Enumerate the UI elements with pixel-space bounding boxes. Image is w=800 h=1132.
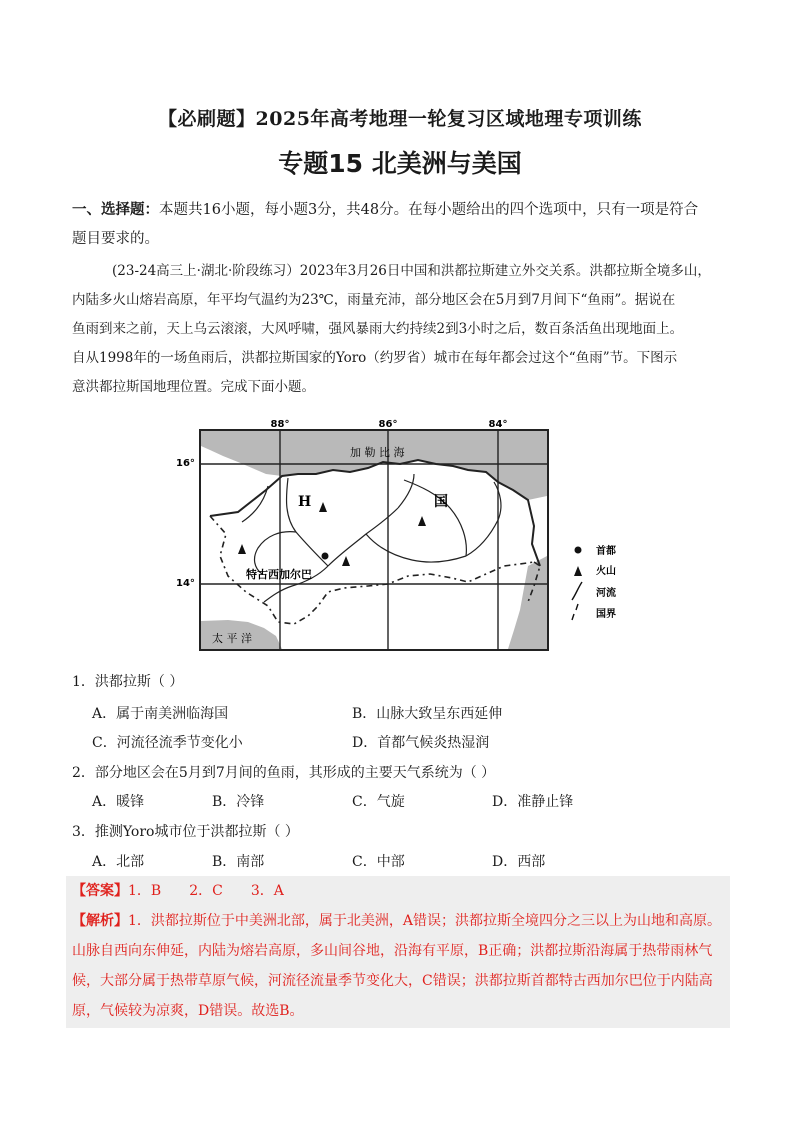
legend-river-label: 河流 xyxy=(596,588,616,599)
analysis-line-3: 候，大部分属于热带草原气候，河流径流量季节变化大，C错误；洪都拉斯首都特古西加尔巴位于内陆高 xyxy=(72,973,713,989)
analysis-text-1: 1．洪都拉斯位于中美洲北部，属于北美洲，A错误；洪都拉斯全境四分之三以上为山地和高原。 xyxy=(128,913,722,929)
intro-line-4: 自从1998年的一场鱼雨后，洪都拉斯国家的Yoro（约罗省）城市在每年都会过这个“鱼雨”节。下图示 xyxy=(72,350,678,366)
capital-label: 特古西加尔巴 xyxy=(246,568,312,581)
intro-passage xyxy=(72,257,732,402)
q1-option-b[interactable]: B．山脉大致呈东西延伸 xyxy=(352,706,503,722)
country-letter-guo: 国 xyxy=(434,494,448,510)
lon-label-84: 84° xyxy=(488,419,508,430)
capital-dot-icon xyxy=(322,553,329,560)
q1-option-c[interactable]: C．河流径流季节变化小 xyxy=(92,735,243,751)
legend-river-icon xyxy=(572,582,582,600)
analysis-tag: 【解析】 xyxy=(72,913,128,929)
paper-header-title: 【必刷题】2025年高考地理一轮复习区域地理专项训练 xyxy=(158,108,642,130)
intro-line-3: 鱼雨到来之前，天上乌云滚滚，大风呼啸，强风暴雨大约持续2到3小时之后，数百条活鱼出现地面上。 xyxy=(72,321,684,337)
q1-option-a[interactable]: A．属于南美洲临海国 xyxy=(92,706,229,722)
country-letter-h: H xyxy=(298,494,312,510)
lon-label-88: 88° xyxy=(270,419,290,430)
q3-option-c[interactable]: C．中部 xyxy=(352,854,405,870)
q3-option-d[interactable]: D．西部 xyxy=(492,854,546,870)
q3-option-b[interactable]: B．南部 xyxy=(212,854,265,870)
legend-volcano-label: 火山 xyxy=(596,566,616,577)
question-2-stem: 2．部分地区会在5月到7月间的鱼雨，其形成的主要天气系统为（ ） xyxy=(72,765,496,781)
intro-line-2: 内陆多火山熔岩高原，年平均气温约为23℃，雨量充沛，部分地区会在5月到7月间下“鱼雨”。据说在 xyxy=(72,292,676,308)
honduras-map xyxy=(168,416,638,656)
section-line-1: 本题共16小题，每小题3分，共48分。在每小题给出的四个选项中，只有一项是符合 xyxy=(159,202,699,218)
legend-border-label: 国界 xyxy=(596,609,616,620)
question-3-stem: 3．推测Yoro城市位于洪都拉斯（ ） xyxy=(72,824,299,840)
topic-title: 专题15 北美洲与美国 xyxy=(278,149,522,178)
q2-option-d[interactable]: D．准静止锋 xyxy=(492,794,574,810)
answer-1: 1．B xyxy=(128,883,162,899)
lat-label-14: 14° xyxy=(176,578,195,589)
answer-3: 3．A xyxy=(250,883,284,899)
legend-volcano-icon xyxy=(574,566,582,576)
legend-border-icon xyxy=(572,604,578,620)
intro-line-5: 意洪都拉斯国地理位置。完成下面小题。 xyxy=(72,379,315,395)
analysis-line-4: 原，气候较为凉爽，D错误。故选B。 xyxy=(72,1003,304,1019)
section-label: 一、选择题： xyxy=(72,202,159,218)
sea-label-caribbean: 加 勒 比 海 xyxy=(350,446,405,459)
analysis-line-2: 山脉自西向东伸延，内陆为熔岩高原，多山间谷地，沿海有平原，B正确；洪都拉斯沿海属于热带雨林气 xyxy=(72,943,713,959)
answer-line xyxy=(72,881,284,901)
q2-option-a[interactable]: A．暖锋 xyxy=(92,794,145,810)
analysis-line-1 xyxy=(72,911,721,931)
q1-option-d[interactable]: D．首都气候炎热湿润 xyxy=(352,735,490,751)
lat-label-16: 16° xyxy=(176,458,195,469)
sea-label-pacific: 太 平 洋 xyxy=(212,632,252,645)
question-1-stem: 1．洪都拉斯（ ） xyxy=(72,674,184,690)
intro-line-1: (23-24高三上·湖北·阶段练习）2023年3月26日中国和洪都拉斯建立外交关系。洪都拉斯全境多山， xyxy=(112,263,711,279)
map-legend xyxy=(572,544,616,620)
answer-tag: 【答案】 xyxy=(72,883,128,899)
section-line-2: 题目要求的。 xyxy=(72,231,159,247)
lon-label-86: 86° xyxy=(378,419,398,430)
q2-option-b[interactable]: B．冷锋 xyxy=(212,794,265,810)
section-instructions xyxy=(72,196,732,225)
answer-2: 2．C xyxy=(189,883,223,899)
q3-option-a[interactable]: A．北部 xyxy=(92,854,145,870)
q2-option-c[interactable]: C．气旋 xyxy=(352,794,405,810)
legend-capital-label: 首都 xyxy=(596,546,616,557)
legend-capital-icon xyxy=(575,547,582,554)
honduras-map-figure xyxy=(168,416,638,656)
